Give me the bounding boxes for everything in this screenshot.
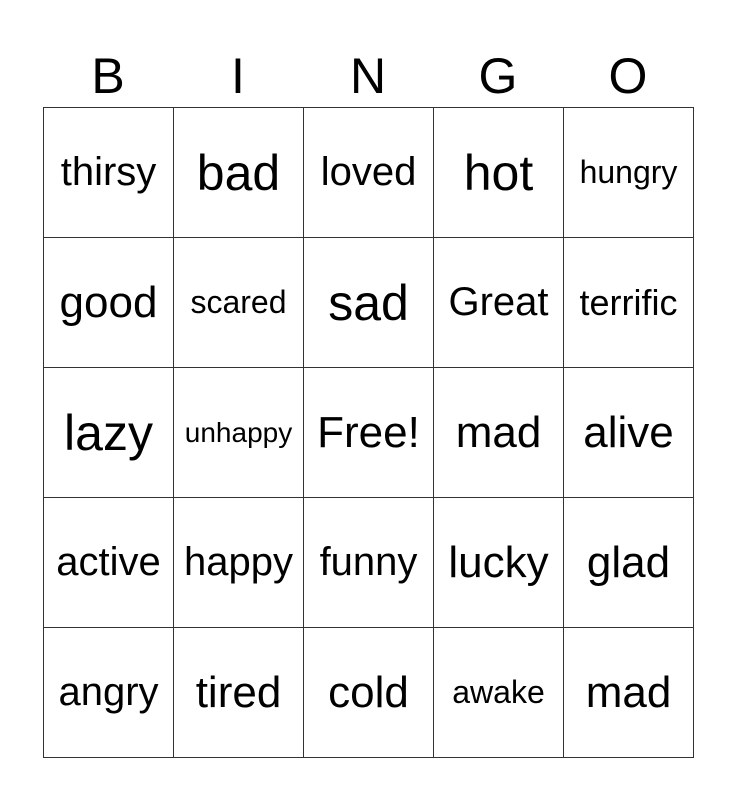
header-letter-n: N: [349, 48, 387, 104]
board-row: [44, 628, 694, 758]
bingo-cell: alive: [564, 368, 694, 498]
bingo-cell: mad: [564, 628, 694, 758]
bingo-cell: good: [44, 238, 174, 368]
header-letter-b: B: [91, 48, 125, 104]
bingo-cell: terrific: [564, 238, 694, 368]
bingo-cell: loved: [304, 108, 434, 238]
bingo-cell: glad: [564, 498, 694, 628]
header-letter-i: I: [231, 48, 245, 104]
bingo-cell: thirsy: [44, 108, 174, 238]
board-row: [44, 498, 694, 628]
bingo-cell: mad: [434, 368, 564, 498]
bingo-cell: hungry: [564, 108, 694, 238]
bingo-cell: sad: [304, 238, 434, 368]
bingo-cell: lazy: [44, 368, 174, 498]
bingo-cell: lucky: [434, 498, 564, 628]
bingo-cell: Great: [434, 238, 564, 368]
bingo-cell: happy: [174, 498, 304, 628]
bingo-cell: active: [44, 498, 174, 628]
bingo-cell: awake: [434, 628, 564, 758]
board-row: [44, 368, 694, 498]
bingo-cell: funny: [304, 498, 434, 628]
bingo-cell: hot: [434, 108, 564, 238]
bingo-cell: tired: [174, 628, 304, 758]
header-letter-g: G: [478, 48, 518, 104]
bingo-cell: angry: [44, 628, 174, 758]
bingo-board: [43, 107, 694, 758]
bingo-cell: bad: [174, 108, 304, 238]
free-space-cell: Free!: [304, 368, 434, 498]
bingo-cell: scared: [174, 238, 304, 368]
board-row: [44, 238, 694, 368]
bingo-header: [43, 44, 693, 108]
header-letter-o: O: [608, 48, 648, 104]
bingo-cell: cold: [304, 628, 434, 758]
bingo-cell: unhappy: [174, 368, 304, 498]
board-row: [44, 108, 694, 238]
